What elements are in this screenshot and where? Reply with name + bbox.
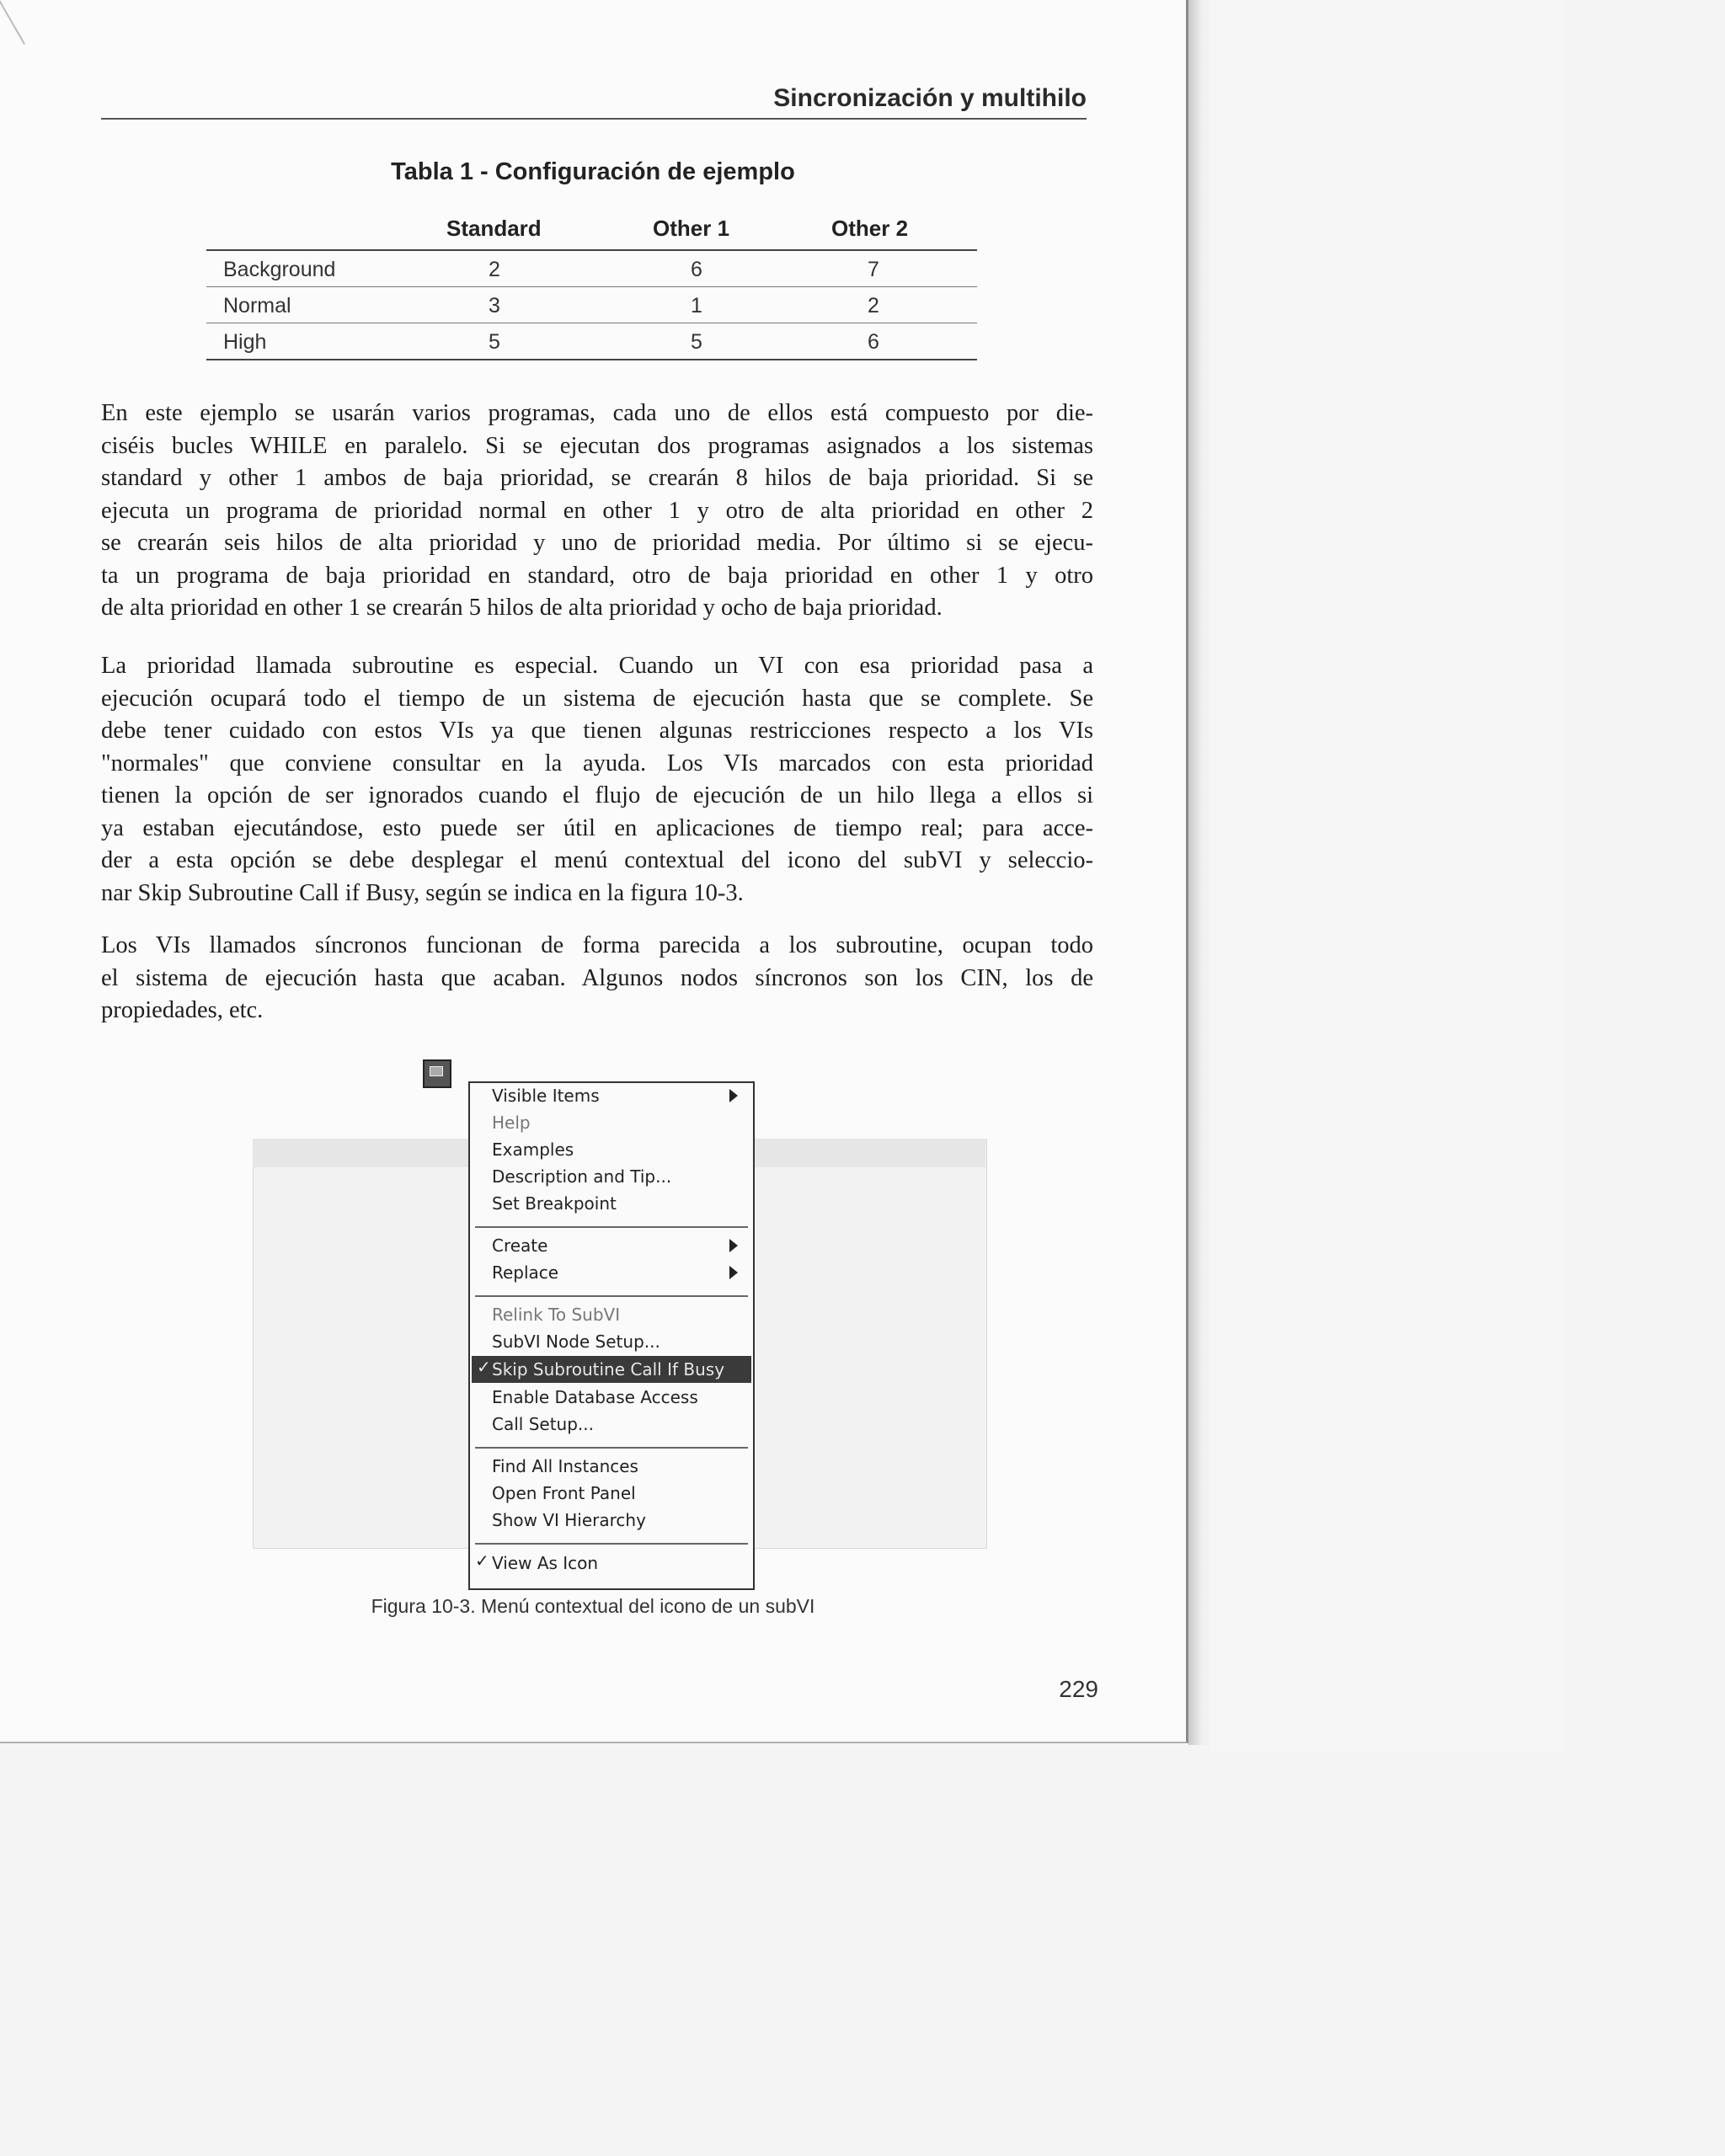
paragraph-subroutine [101,650,1093,910]
menu-item-view-as-icon[interactable]: View As Icon [492,1553,599,1573]
menu-item-description-tip[interactable]: Description and Tip... [492,1166,672,1187]
page-number: 229 [1059,1676,1098,1702]
text-line: debe tener cuidado con estos VIs ya que tienen algunas restricciones respecto a los VIs [101,718,1093,744]
table-cell: 1 [691,294,702,318]
text-line: se crearán seis hilos de alta prioridad y uno de prioridad media. Por último si se ejecu- [101,530,1093,556]
menu-item-examples[interactable]: Examples [492,1139,574,1160]
text-line: de alta prioridad en other 1 se crearán 5 hilos de alta prioridad y ocho de baja prioridad. [101,595,943,621]
text-line: ta un programa de baja prioridad en standard, otro de baja prioridad en other 1 y otro [101,562,1093,589]
text-line: nar Skip Subroutine Call if Busy, según se indica en la figura 10-3. [101,879,744,906]
menu-item-visible-items[interactable]: Visible Items [492,1086,600,1106]
menu-item-skip-subroutine-highlighted[interactable] [472,1356,751,1383]
page-edge-shadow [1188,0,1210,1745]
text-line: tienen la opción de ser ignorados cuando el flujo de ejecución de un hilo llega a ellos si [101,782,1093,808]
column-header: Other 2 [831,216,909,241]
column-header: Other 1 [653,216,730,241]
row-label: Background [223,258,336,281]
text-line: En este ejemplo se usarán varios programas, cada uno de ellos está compuesto por die- [101,400,1093,426]
menu-item-create[interactable]: Create [492,1235,548,1256]
paragraph-synchronous [101,930,1093,1027]
menu-separator [475,1543,748,1545]
text-line: ya estaban ejecutándose, esto puede ser útil en aplicaciones de tiempo real; para acce- [101,814,1093,841]
text-line: ejecución ocupará todo el tiempo de un sistema de ejecución hasta que se complete. Se [101,685,1093,712]
table-title: Tabla 1 - Configuración de ejemplo [391,158,795,185]
text-line: Los VIs llamados síncronos funcionan de forma parecida a los subroutine, ocupan todo [101,932,1093,958]
table-cell: 6 [691,258,702,281]
table-cell: 7 [868,258,879,281]
menu-item-replace[interactable]: Replace [492,1262,559,1283]
table-cell: 2 [489,258,500,281]
context-menu [468,1081,755,1590]
menu-separator [475,1226,748,1228]
menu-item-node-setup[interactable]: SubVI Node Setup... [492,1331,660,1352]
figure-caption: Figura 10-3. Menú contextual del icono de un subVI [371,1595,815,1617]
paragraph-example [101,398,1093,625]
menu-separator [475,1295,748,1297]
menu-item-enable-db[interactable]: Enable Database Access [492,1387,698,1407]
table-header-row [206,212,977,251]
table-cell: 6 [868,330,879,354]
text-line: ejecuta un programa de prioridad normal en other 1 y otro de alta prioridad en other 2 [101,497,1093,524]
header-title: Sincronización y multihilo [773,84,1087,112]
menu-item-show-hierarchy[interactable]: Show VI Hierarchy [492,1510,646,1530]
row-label: Normal [223,294,291,318]
column-header: Standard [446,216,542,241]
config-table [206,212,977,360]
text-line: standard y other 1 ambos de baja prioridad, se crearán 8 hilos de baja prioridad. Si se [101,465,1093,491]
subvi-icon[interactable] [423,1059,451,1088]
running-header [101,81,1087,120]
text-line: "normales" que conviene consultar en la ayuda. Los VIs marcados con esta prioridad [101,750,1093,776]
table-cell: 2 [868,294,879,318]
submenu-arrow-icon [729,1266,738,1279]
submenu-arrow-icon [729,1089,738,1102]
menu-item-call-setup[interactable]: Call Setup... [492,1414,594,1434]
text-line: der a esta opción se debe desplegar el menú contextual del icono del subVI y seleccio- [101,847,1093,873]
menu-item-relink[interactable]: Relink To SubVI [492,1305,621,1325]
background-surface [1210,0,1564,1752]
text-line: el sistema de ejecución hasta que acaban. Algunos nodos síncronos son los CIN, los de [101,964,1093,991]
menu-item-set-breakpoint[interactable]: Set Breakpoint [492,1193,617,1214]
menu-separator [475,1447,748,1449]
check-icon: ✓ [475,1550,489,1571]
table-row [206,251,977,287]
scan-mark [0,0,25,45]
menu-item-find-all[interactable]: Find All Instances [492,1456,638,1476]
text-line: propiedades, etc. [101,997,264,1023]
table-row [206,287,977,323]
check-icon: ✓ [477,1357,491,1377]
text-line: La prioridad llamada subroutine es especial. Cuando un VI con esa prioridad pasa a [101,653,1093,679]
menu-item-label: Skip Subroutine Call If Busy [492,1359,725,1380]
menu-item-open-front-panel[interactable]: Open Front Panel [492,1483,636,1503]
table-cell: 5 [489,330,500,354]
table-cell: 5 [691,330,702,354]
row-label: High [223,330,267,354]
submenu-arrow-icon [729,1239,738,1252]
menu-item-help[interactable]: Help [492,1113,531,1133]
text-line: ciséis bucles WHILE en paralelo. Si se ejecutan dos programas asignados a los sistemas [101,432,1093,459]
table-cell: 3 [489,294,500,318]
table-row [206,323,977,360]
